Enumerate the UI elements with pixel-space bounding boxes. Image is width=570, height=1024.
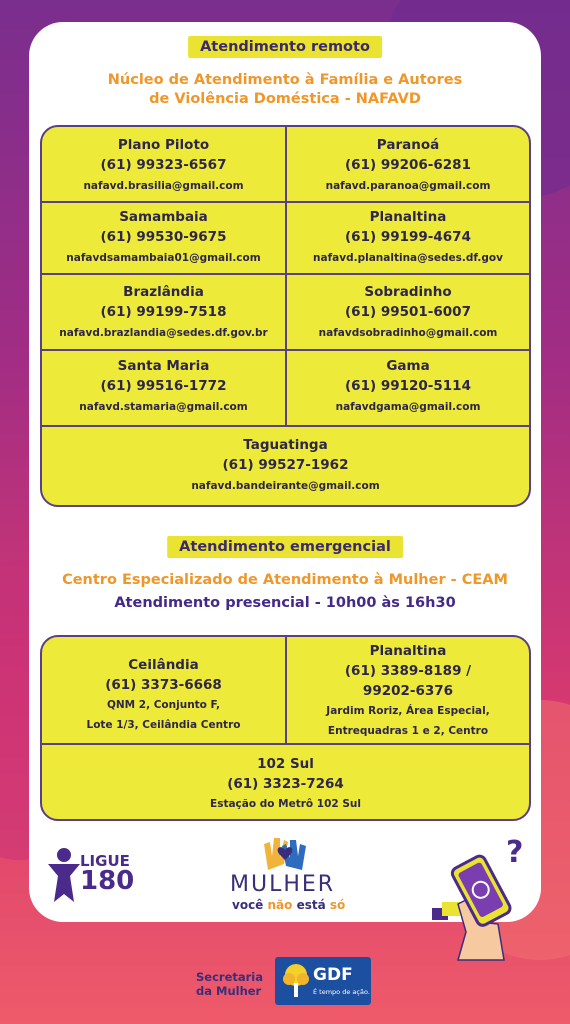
office-email[interactable]: nafavdsobradinho@gmail.com xyxy=(318,327,498,339)
ligue-label: LIGUE xyxy=(80,852,130,870)
remote-heading: Atendimento remoto xyxy=(188,36,382,58)
office-email[interactable]: nafavdgama@gmail.com xyxy=(335,401,481,413)
office-planaltina xyxy=(287,207,529,269)
gdf-slogan: É tempo de ação. xyxy=(313,988,370,996)
office-phone[interactable]: (61) 99199-4674 xyxy=(345,229,471,245)
office-name: Brazlândia xyxy=(123,284,204,300)
tagline-part: não xyxy=(267,898,293,912)
office-name: Planaltina xyxy=(369,209,447,225)
office-phone[interactable]: (61) 99501-6007 xyxy=(345,304,471,320)
office-email[interactable]: nafavd.brasilia@gmail.com xyxy=(83,180,244,192)
office-email[interactable]: nafavd.planaltina@sedes.df.gov xyxy=(313,252,503,264)
tagline-part: só xyxy=(329,898,346,912)
office-taguatinga xyxy=(42,435,529,497)
info-card xyxy=(29,22,541,922)
ceam-ceilandia xyxy=(42,655,285,735)
office-phone[interactable]: (61) 99530-9675 xyxy=(100,229,227,245)
unit-phone[interactable]: (61) 3323-7264 xyxy=(227,776,344,792)
secretaria-line: da Mulher xyxy=(196,984,262,998)
office-phone[interactable]: (61) 99120-5114 xyxy=(345,378,471,394)
secretaria-logo xyxy=(196,970,263,998)
ligue-number[interactable]: 180 xyxy=(80,866,135,896)
emergency-heading: Atendimento emergencial xyxy=(167,536,403,558)
gdf-label: GDF xyxy=(313,965,353,985)
office-phone[interactable]: (61) 99199-7518 xyxy=(100,304,227,320)
office-gama xyxy=(287,356,529,418)
office-name: Santa Maria xyxy=(117,358,210,374)
office-paranoa xyxy=(287,135,529,197)
unit-phone[interactable]: (61) 3373-6668 xyxy=(105,677,222,693)
unit-name: Ceilândia xyxy=(128,657,199,673)
hand-phone-illustration-icon xyxy=(428,832,540,962)
office-phone[interactable]: (61) 99516-1772 xyxy=(100,378,227,394)
unit-name: 102 Sul xyxy=(257,756,314,772)
nafavd-title-line1: Núcleo de Atendimento à Família e Autores xyxy=(107,72,463,88)
ceam-units-grid xyxy=(40,635,531,821)
gdf-logo xyxy=(275,957,371,1005)
office-sobradinho xyxy=(287,282,529,344)
office-email[interactable]: nafavdsamambaia01@gmail.com xyxy=(66,252,261,264)
office-email[interactable]: nafavd.bandeirante@gmail.com xyxy=(191,480,380,492)
ceam-102-sul xyxy=(42,754,529,814)
mulher-title: MULHER xyxy=(230,872,336,897)
unit-address: QNM 2, Conjunto F, xyxy=(106,699,221,711)
office-name: Gama xyxy=(386,358,430,374)
tagline-part: está xyxy=(296,898,326,912)
office-samambaia xyxy=(42,207,285,269)
unit-phone[interactable]: 99202-6376 xyxy=(362,683,454,699)
office-plano-piloto xyxy=(42,135,285,197)
unit-address: Jardim Roriz, Área Especial, xyxy=(326,705,490,717)
office-santa-maria xyxy=(42,356,285,418)
nafavd-title-line2: de Violência Doméstica - NAFAVD xyxy=(149,91,421,107)
unit-address: Entrequadras 1 e 2, Centro xyxy=(327,725,489,737)
tagline xyxy=(232,898,345,912)
office-email[interactable]: nafavd.stamaria@gmail.com xyxy=(79,401,248,413)
office-phone[interactable]: (61) 99527-1962 xyxy=(222,457,349,473)
office-email[interactable]: nafavd.brazlandia@sedes.df.gov.br xyxy=(59,327,268,339)
unit-address: Estação do Metrô 102 Sul xyxy=(210,798,361,810)
ceam-hours: Atendimento presencial - 10h00 às 16h30 xyxy=(114,595,456,611)
unit-phone[interactable]: (61) 3389-8189 / xyxy=(344,663,472,679)
office-email[interactable]: nafavd.paranoa@gmail.com xyxy=(325,180,491,192)
secretaria-line: Secretaria xyxy=(196,970,264,984)
office-phone[interactable]: (61) 99206-6281 xyxy=(345,157,471,173)
office-brazlandia xyxy=(42,282,285,344)
hands-heart-icon xyxy=(260,830,310,872)
office-name: Plano Piloto xyxy=(117,137,210,153)
ceam-planaltina xyxy=(287,641,529,741)
office-name: Paranoá xyxy=(376,137,440,153)
ipe-tree-icon xyxy=(281,963,311,999)
woman-figure-icon xyxy=(46,846,82,904)
nafavd-offices-grid xyxy=(40,125,531,507)
office-name: Taguatinga xyxy=(243,437,328,453)
unit-name: Planaltina xyxy=(369,643,447,659)
office-phone[interactable]: (61) 99323-6567 xyxy=(100,157,227,173)
tagline-part: você xyxy=(232,898,264,912)
svg-text:?: ? xyxy=(506,835,524,870)
office-name: Samambaia xyxy=(119,209,208,225)
office-name: Sobradinho xyxy=(364,284,452,300)
unit-address: Lote 1/3, Ceilândia Centro xyxy=(86,719,241,731)
ceam-title: Centro Especializado de Atendimento à Mulher - CEAM xyxy=(62,572,508,588)
